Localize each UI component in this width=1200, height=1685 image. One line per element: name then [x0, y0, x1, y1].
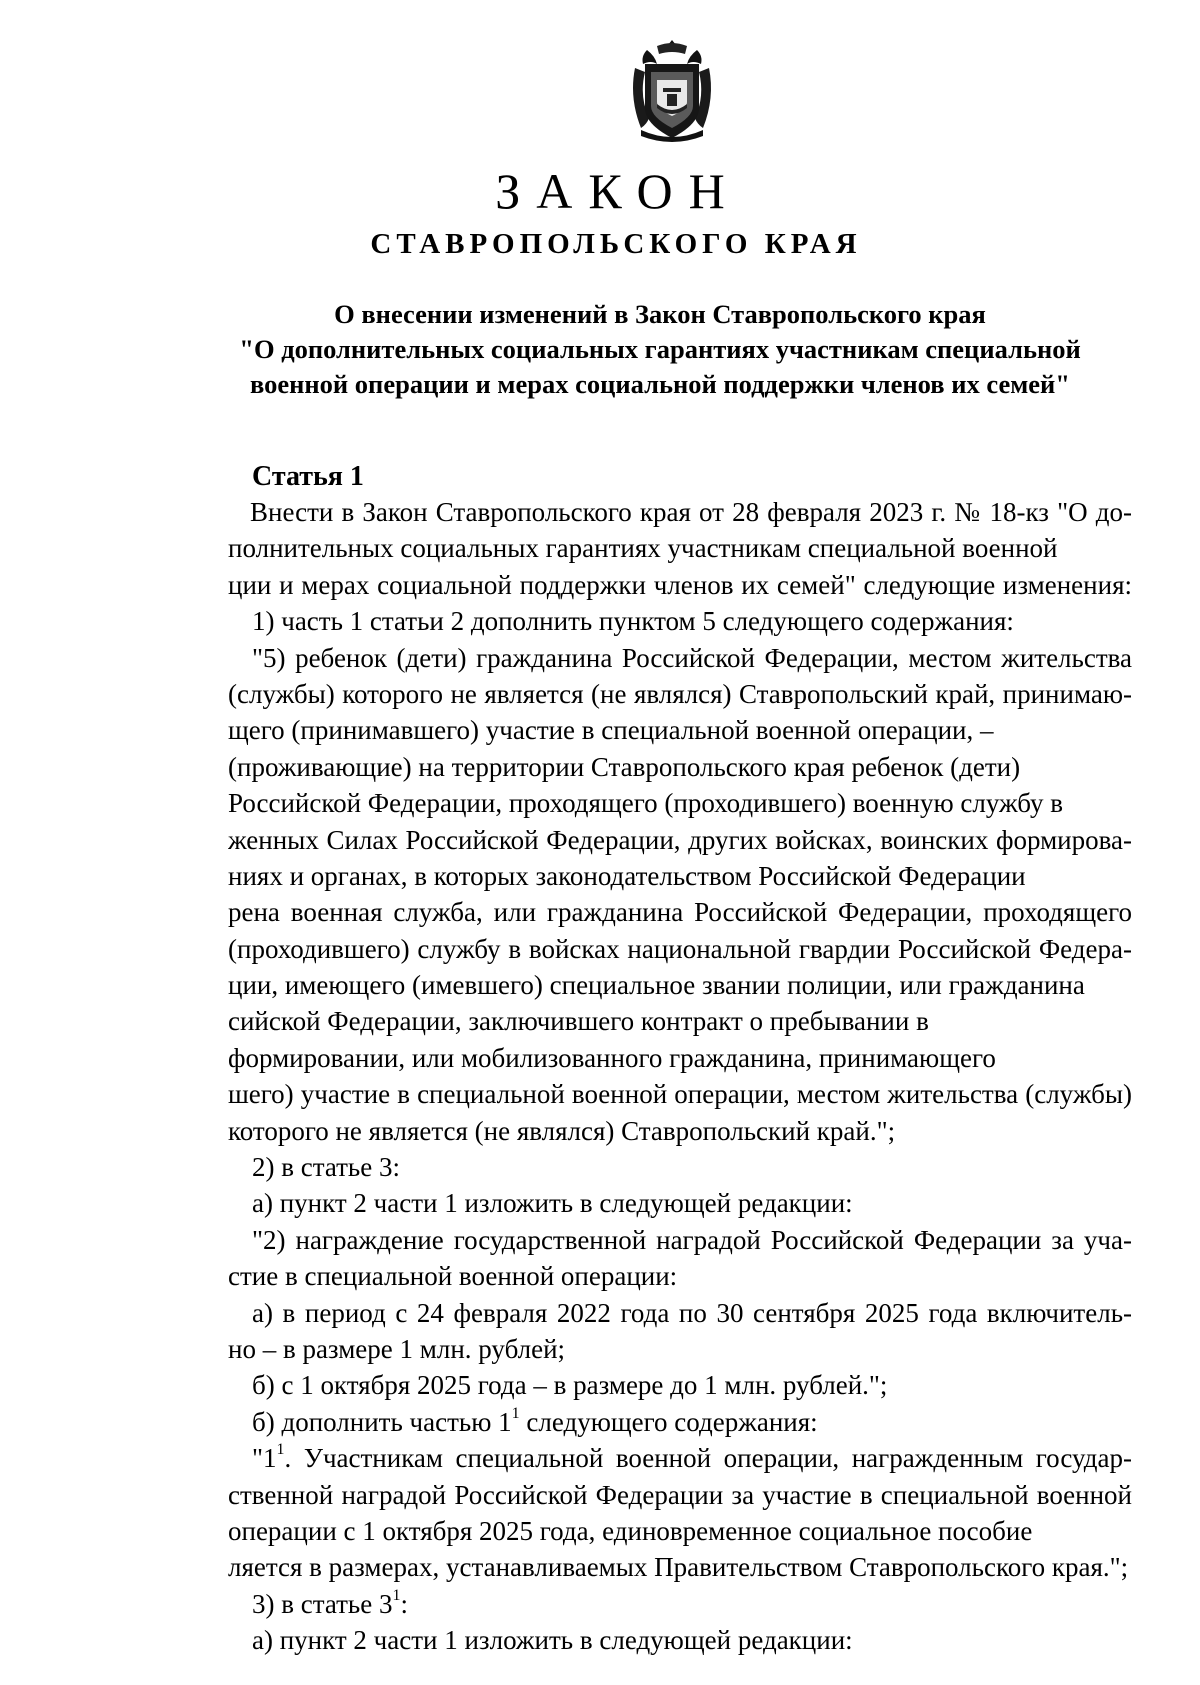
- body-line: рена военная служба, или гражданина Российской Федерации, проходящего: [228, 897, 1132, 928]
- article-body: [228, 494, 1132, 1659]
- body-line: формировании, или мобилизованного гражданина, принимающего: [228, 1042, 996, 1073]
- body-line: "2) награждение государственной наградой Российской Федерации за уча-: [252, 1224, 1132, 1255]
- document-title: ЗАКОН: [495, 163, 741, 219]
- document-heading: [200, 297, 1120, 402]
- body-line: которого не является (не являлся) Ставропольский край.";: [228, 1115, 896, 1146]
- body-line: а) пункт 2 части 1 изложить в следующей редакции:: [252, 1625, 853, 1656]
- heading-line: военной операции и мерах социальной поддержки членов их семей": [249, 369, 1070, 399]
- body-line: "5) ребенок (дети) гражданина Российской Федерации, местом жительства: [252, 642, 1132, 673]
- body-line: (проходившего) службу в войсках национальной гвардии Российской Федера-: [228, 933, 1132, 964]
- body-line: "$1^1$. Участникам специальной военной операции, награжденным государ-: [252, 1441, 1132, 1474]
- body-line: б) дополнить частью $1^1$ следующего содержания:: [252, 1404, 818, 1437]
- body-line: (службы) которого не является (не являлся) Ставропольский край, принимаю-: [228, 678, 1132, 709]
- body-line: а) в период с 24 февраля 2022 года по 30 сентября 2025 года включитель-: [252, 1297, 1132, 1328]
- body-line: Российской Федерации, проходящего (проходившего) военную службу в: [228, 788, 1063, 819]
- body-line: 3) в статье $3^1$:: [252, 1586, 408, 1619]
- body-line: ственной наградой Российской Федерации за участие в специальной военной: [228, 1479, 1132, 1510]
- body-line: полнительных социальных гарантиях участникам специальной военной: [228, 533, 1058, 564]
- body-line: 2) в статье 3:: [252, 1152, 400, 1183]
- heading-line: О внесении изменений в Закон Ставропольского края: [334, 299, 986, 329]
- body-line: женных Силах Российской Федерации, других войсках, воинских формирова-: [228, 824, 1132, 855]
- body-line: ляется в размерах, устанавливаемых Правительством Ставропольского края.";: [228, 1552, 1129, 1583]
- body-line: сийской Федерации, заключившего контракт о пребывании в: [228, 1006, 929, 1037]
- coat-of-arms-stavropol-icon: [627, 38, 717, 144]
- body-line: ции и мерах социальной поддержки членов их семей" следующие изменения:: [228, 569, 1132, 600]
- body-line: (проживающие) на территории Ставропольского края ребенок (дети): [228, 751, 1021, 782]
- body-line: стие в специальной военной операции:: [228, 1261, 678, 1292]
- body-line: шего) участие в специальной военной операции, местом жительства (службы): [228, 1079, 1132, 1110]
- body-line: но – в размере 1 млн. рублей;: [228, 1333, 566, 1364]
- body-line: а) пункт 2 части 1 изложить в следующей редакции:: [252, 1188, 853, 1219]
- document-region: СТАВРОПОЛЬСКОГО КРАЯ: [370, 228, 862, 260]
- body-line: ниях и органах, в которых законодательством Российской Федерации: [228, 860, 1026, 891]
- body-line: б) с 1 октября 2025 года – в размере до 1 млн. рублей.";: [252, 1370, 888, 1401]
- body-line: 1) часть 1 статьи 2 дополнить пунктом 5 следующего содержания:: [252, 606, 1014, 637]
- heading-line: "О дополнительных социальных гарантиях участникам специальной: [239, 334, 1081, 364]
- article-title: Статья 1: [252, 461, 364, 492]
- body-line: ции, имеющего (имевшего) специальное звании полиции, или гражданина: [228, 970, 1085, 1001]
- body-line: Внести в Закон Ставропольского края от 28 февраля 2023 г. № 18-кз "О до-: [250, 497, 1132, 527]
- body-line: щего (принимавшего) участие в специальной военной операции, –: [228, 715, 994, 746]
- body-line: операции с 1 октября 2025 года, единовременное социальное пособие: [228, 1515, 1033, 1546]
